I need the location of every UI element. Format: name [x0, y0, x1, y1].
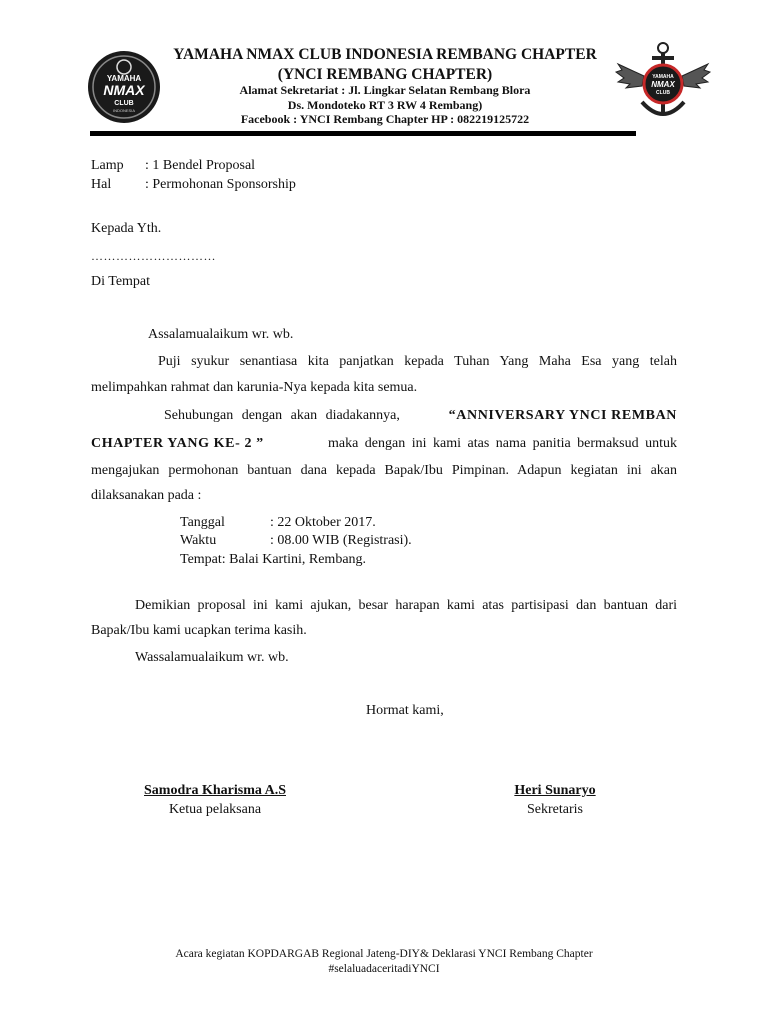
paragraph-2-line-4: dilaksanakan pada : — [91, 488, 202, 503]
signer-right-name: Heri Sunaryo — [514, 783, 596, 798]
event-title-part-2: CHAPTER YANG KE- 2 ” — [91, 436, 264, 451]
paragraph-2-intro: Sehubungan dengan akan diadakannya, — [164, 408, 400, 423]
svg-text:CLUB: CLUB — [656, 90, 670, 96]
header-address-line2: Ds. Mondoteko RT 3 RW 4 Rembang) — [287, 98, 483, 112]
event-time-value: : 08.00 WIB (Registrasi). — [270, 533, 412, 548]
svg-text:INDONESIA: INDONESIA — [112, 108, 136, 113]
event-place: Tempat: Balai Kartini, Rembang. — [180, 552, 367, 567]
svg-text:YAMAHA: YAMAHA — [652, 74, 674, 80]
header-divider — [90, 131, 636, 136]
paragraph-3-line-1: Demikian proposal ini kami ajukan, besar harapan kami atas partisipasi dan bantuan dari — [135, 598, 677, 613]
signer-left-name: Samodra Kharisma A.S — [144, 783, 286, 798]
footer-hashtag: #selaluadaceritadiYNCI — [328, 963, 440, 975]
event-date-value: : 22 Oktober 2017. — [270, 515, 376, 530]
header-org-short: (YNCI REMBANG CHAPTER) — [277, 66, 493, 83]
paragraph-2-continuation: maka dengan ini kami atas nama panitia bermaksud untuk — [327, 436, 677, 451]
svg-text:NMAX: NMAX — [651, 80, 675, 89]
header-org-name: YAMAHA NMAX CLUB INDONESIA REMBANG CHAPTER — [173, 46, 597, 63]
event-title-part-1: “ANNIVERSARY YNCI REMBAN — [448, 408, 677, 423]
greeting: Assalamualaikum wr. wb. — [148, 327, 294, 342]
footer-event-note: Acara kegiatan KOPDARGAB Regional Jateng-DIY& Deklarasi YNCI Rembang Chapter — [175, 948, 593, 960]
ynci-logo-right — [614, 40, 712, 122]
event-date-label: Tanggal — [180, 515, 225, 530]
anchor-wings-logo-icon — [614, 40, 712, 122]
svg-text:CLUB: CLUB — [114, 100, 134, 107]
closing-salutation: Wassalamualaikum wr. wb. — [135, 650, 289, 665]
paragraph-3-line-2: Bapak/Ibu kami ucapkan terima kasih. — [91, 623, 307, 638]
paragraph-1-line-1: Puji syukur senantiasa kita panjatkan kepada Tuhan Yang Maha Esa yang telah — [158, 354, 677, 369]
paragraph-2-line-1 — [91, 408, 677, 424]
signer-right-title: Sekretaris — [527, 802, 583, 817]
signature-left — [120, 783, 310, 818]
hal-label: Hal — [91, 177, 112, 192]
regards: Hormat kami, — [366, 703, 444, 718]
recipient-placeholder: ………………………… — [91, 249, 216, 263]
paragraph-2-line-3: mengajukan permohonan bantuan dana kepada Bapak/Ibu Pimpinan. Adapun kegiatan ini akan — [91, 463, 677, 478]
recipient-salutation: Kepada Yth. — [91, 221, 162, 236]
paragraph-1-line-2: melimpahkan rahmat dan karunia-Nya kepada kita semua. — [91, 380, 418, 395]
lamp-label: Lamp — [91, 158, 124, 173]
signer-left-title: Ketua pelaksana — [168, 802, 262, 817]
signature-right — [480, 783, 630, 818]
recipient-place: Di Tempat — [91, 274, 151, 289]
svg-text:YAMAHA: YAMAHA — [106, 74, 142, 83]
header-contact: Facebook : YNCI Rembang Chapter HP : 082219125722 — [240, 112, 530, 126]
lamp-value: : 1 Bendel Proposal — [145, 158, 256, 173]
header-address: Alamat Sekretariat : Jl. Lingkar Selatan Rembang Blora — [239, 83, 531, 97]
event-time-label: Waktu — [180, 533, 217, 548]
svg-text:NMAX: NMAX — [103, 82, 145, 98]
hal-value: : Permohonan Sponsorship — [145, 177, 296, 192]
paragraph-2-line-2 — [91, 436, 677, 452]
